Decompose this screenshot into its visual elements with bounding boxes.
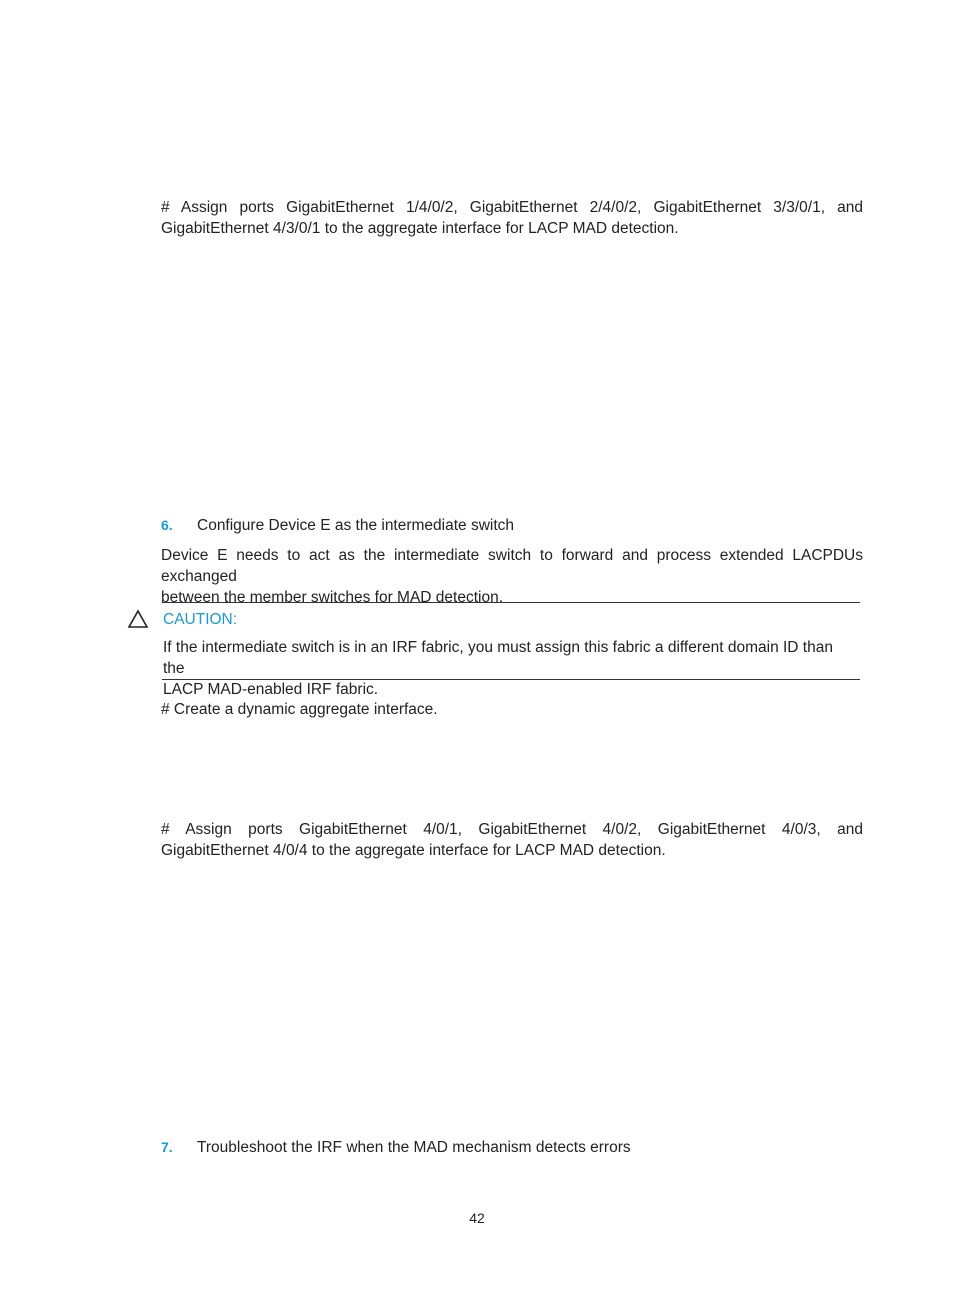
paragraph-line: # Assign ports GigabitEthernet 1/4/0/2, GigabitEthernet 2/4/0/2, GigabitEthernet 3/3/0/1, and [161,199,863,216]
caution-label: CAUTION: [163,611,238,628]
step-title: Troubleshoot the IRF when the MAD mechanism detects errors [197,1139,631,1156]
paragraph-line: GigabitEthernet 4/0/4 to the aggregate interface for LACP MAD detection. [161,842,666,859]
device-e-paragraph [161,545,863,608]
step-number: 6. [161,517,173,533]
caution-line: LACP MAD-enabled IRF fabric. [163,681,379,698]
create-aggregate-paragraph [161,699,863,720]
assign-ports-paragraph-1 [161,197,863,239]
caution-bottom-rule [162,679,860,680]
caution-line: If the intermediate switch is in an IRF fabric, you must assign this fabric a different domain ID than the [163,639,833,677]
page-number: 42 [469,1210,485,1226]
paragraph-line: Device E needs to act as the intermediate switch to forward and process extended LACPDUs exchanged [161,547,863,585]
caution-top-rule [162,602,860,603]
step-number: 7. [161,1139,173,1155]
caution-triangle-icon [127,609,149,629]
caution-text [163,637,853,700]
paragraph-line: between the member switches for MAD detection. [161,589,504,606]
step-title: Configure Device E as the intermediate switch [197,517,515,534]
paragraph-line: # Create a dynamic aggregate interface. [161,701,438,718]
paragraph-line: # Assign ports GigabitEthernet 4/0/1, GigabitEthernet 4/0/2, GigabitEthernet 4/0/3, and [161,821,863,838]
assign-ports-paragraph-2 [161,819,863,861]
paragraph-line: GigabitEthernet 4/3/0/1 to the aggregate interface for LACP MAD detection. [161,220,679,237]
